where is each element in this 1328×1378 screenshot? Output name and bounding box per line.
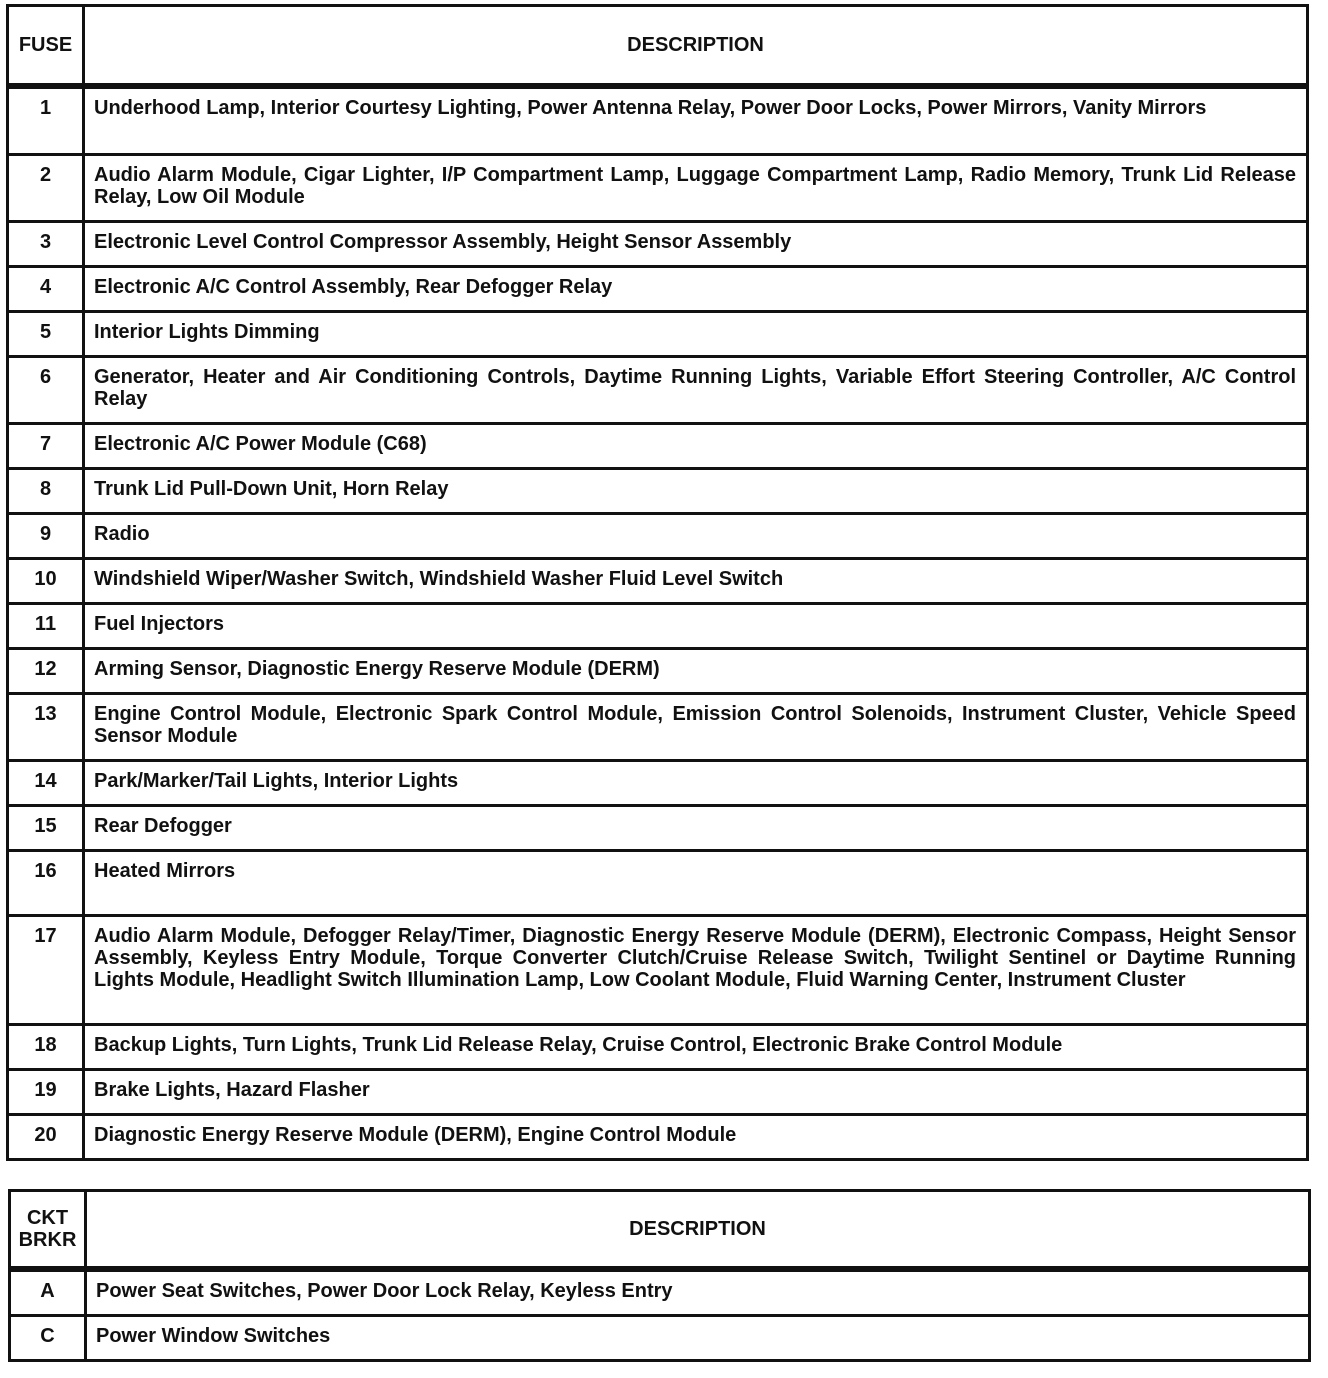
fuse-number: 4 xyxy=(8,266,84,311)
ckt-header-line: CKT xyxy=(26,1206,69,1229)
fuse-description: Park/Marker/Tail Lights, Interior Lights xyxy=(84,760,1308,805)
fuse-number: 20 xyxy=(8,1114,84,1159)
fuse-description: Rear Defogger xyxy=(84,805,1308,850)
table-row xyxy=(8,805,1308,850)
fuse-description: Windshield Wiper/Washer Switch, Windshield Washer Fluid Level Switch xyxy=(84,558,1308,603)
fuse-number: 9 xyxy=(8,513,84,558)
fuse-description: Trunk Lid Pull-Down Unit, Horn Relay xyxy=(84,468,1308,513)
table-row xyxy=(8,86,1308,155)
table-row xyxy=(8,154,1308,221)
fuse-number: 5 xyxy=(8,311,84,356)
table-row xyxy=(8,221,1308,266)
fuse-description: Electronic A/C Control Assembly, Rear Defogger Relay xyxy=(84,266,1308,311)
fuse-number: 15 xyxy=(8,805,84,850)
brkr-header-line: BRKR xyxy=(18,1228,77,1251)
fuse-number: 18 xyxy=(8,1024,84,1069)
description-column-header: DESCRIPTION xyxy=(84,6,1308,86)
fuse-number: 13 xyxy=(8,693,84,760)
fuse-number: 1 xyxy=(8,86,84,155)
fuse-description: Arming Sensor, Diagnostic Energy Reserve Module (DERM) xyxy=(84,648,1308,693)
fuse-number: 7 xyxy=(8,423,84,468)
fuse-number: 16 xyxy=(8,850,84,915)
fuse-number: 8 xyxy=(8,468,84,513)
table-row xyxy=(8,513,1308,558)
circuit-breaker-table xyxy=(8,1189,1311,1362)
table-row xyxy=(8,558,1308,603)
fuse-number: 14 xyxy=(8,760,84,805)
fuse-number: 19 xyxy=(8,1069,84,1114)
description-column-header: DESCRIPTION xyxy=(86,1191,1310,1269)
table-row xyxy=(8,1024,1308,1069)
breaker-description: Power Window Switches xyxy=(86,1315,1310,1360)
fuse-description: Underhood Lamp, Interior Courtesy Lighting, Power Antenna Relay, Power Door Locks, Power Mirrors, Vanity Mirrors xyxy=(84,86,1308,155)
fuse-number: 6 xyxy=(8,356,84,423)
table-row xyxy=(8,850,1308,915)
table-row xyxy=(8,356,1308,423)
fuse-description: Generator, Heater and Air Conditioning Controls, Daytime Running Lights, Variable Effort Steering Controller, A/C Control Relay xyxy=(84,356,1308,423)
fuse-description: Heated Mirrors xyxy=(84,850,1308,915)
table-row xyxy=(8,311,1308,356)
table-row xyxy=(8,603,1308,648)
fuse-number: 12 xyxy=(8,648,84,693)
fuse-description: Engine Control Module, Electronic Spark Control Module, Emission Control Solenoids, Instrument Cluster, Vehicle Speed Sensor Module xyxy=(84,693,1308,760)
fuse-table xyxy=(6,4,1309,1161)
fuse-description: Diagnostic Energy Reserve Module (DERM), Engine Control Module xyxy=(84,1114,1308,1159)
table-row xyxy=(8,1069,1308,1114)
table-row xyxy=(10,1269,1310,1316)
table-row xyxy=(8,423,1308,468)
fuse-description: Fuel Injectors xyxy=(84,603,1308,648)
fuse-number: 2 xyxy=(8,154,84,221)
fuse-number: 3 xyxy=(8,221,84,266)
fuse-description: Audio Alarm Module, Defogger Relay/Timer, Diagnostic Energy Reserve Module (DERM), Electronic Compass, Height Sensor Assembly, Keyless Entry Module, Torque Converter Clutch/Cruise Release Switch, Twilight Sentinel or Daytime Running Lights Module, Headlight Switch Illumination Lamp, Low Coolant Module, Fluid Warning Center, Instrument Cluster xyxy=(84,915,1308,1024)
fuse-description: Radio xyxy=(84,513,1308,558)
fuse-description: Backup Lights, Turn Lights, Trunk Lid Release Relay, Cruise Control, Electronic Brake Control Module xyxy=(84,1024,1308,1069)
table-row xyxy=(8,915,1308,1024)
fuse-description: Electronic A/C Power Module (C68) xyxy=(84,423,1308,468)
breaker-id: A xyxy=(10,1269,86,1316)
table-row xyxy=(8,468,1308,513)
fuse-description: Brake Lights, Hazard Flasher xyxy=(84,1069,1308,1114)
fuse-header-row xyxy=(8,6,1308,86)
table-row xyxy=(8,693,1308,760)
table-row xyxy=(8,1114,1308,1159)
table-row xyxy=(8,266,1308,311)
breaker-description: Power Seat Switches, Power Door Lock Relay, Keyless Entry xyxy=(86,1269,1310,1316)
table-row xyxy=(10,1315,1310,1360)
ckt-brkr-column-header xyxy=(10,1191,86,1269)
fuse-description: Audio Alarm Module, Cigar Lighter, I/P Compartment Lamp, Luggage Compartment Lamp, Radio Memory, Trunk Lid Release Relay, Low Oil Module xyxy=(84,154,1308,221)
breaker-header-row xyxy=(10,1191,1310,1269)
fuse-number: 11 xyxy=(8,603,84,648)
fuse-number: 17 xyxy=(8,915,84,1024)
fuse-number: 10 xyxy=(8,558,84,603)
table-row xyxy=(8,760,1308,805)
fuse-description: Interior Lights Dimming xyxy=(84,311,1308,356)
table-row xyxy=(8,648,1308,693)
fuse-column-header: FUSE xyxy=(8,6,84,86)
breaker-id: C xyxy=(10,1315,86,1360)
fuse-description: Electronic Level Control Compressor Assembly, Height Sensor Assembly xyxy=(84,221,1308,266)
